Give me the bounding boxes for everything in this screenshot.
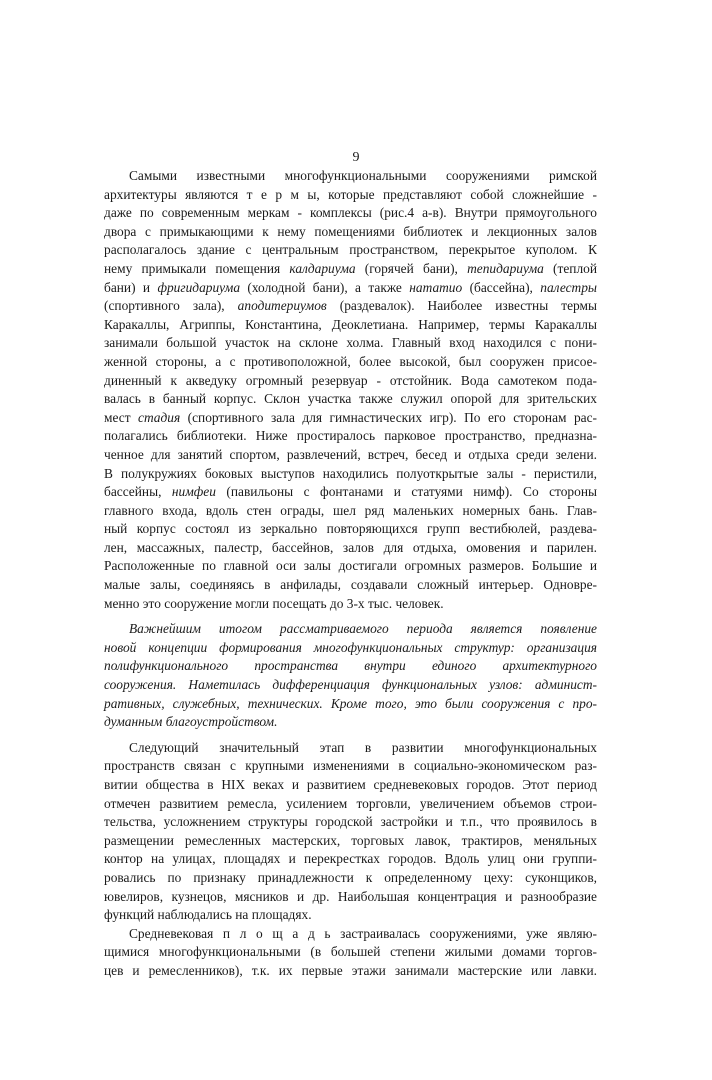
text-run: ювелиров, кузнецов, мясников и др. Наибольшая концентрация и разнообразие [104, 888, 597, 904]
text-line [104, 502, 597, 521]
text-line [104, 204, 597, 223]
text-run: лен, массажных, палестр, бассейнов, залов для отдыха, омовения и парилен. [104, 539, 597, 555]
text-run: диненный к акведуку огромный резервуар - отстойник. Вода самотеком пода- [104, 372, 597, 388]
paragraph [104, 167, 597, 613]
text-run: функций наблюдались на площадях. [104, 907, 312, 923]
text-line [104, 539, 597, 558]
text-line [104, 813, 597, 832]
text-run: тельства, усложнением структуры городской застройки и т.п., что проявилось в [104, 814, 597, 830]
text-line [104, 576, 597, 595]
text-run: нему примыкали помещения [104, 260, 290, 276]
text-line [104, 620, 597, 639]
paragraph-gap [104, 613, 597, 620]
text-run: Каракаллы, Агриппы, Константина, Деоклетиана. Например, термы Каракаллы [104, 316, 597, 332]
text-line [104, 427, 597, 446]
text-run: (павильоны с фонтанами и статуями нимф). Со стороны [215, 484, 597, 500]
text-run: контор на улицах, площадях и перекрестках городов. Вдоль улиц они группи- [104, 851, 597, 867]
text-run: ченное для занятий спортом, развлечений, встреч, бесед и отдыха среди зелени. [104, 446, 597, 462]
italic-term: аподитериумов [237, 298, 327, 314]
text-line [104, 520, 597, 539]
text-line [104, 676, 597, 695]
text-run: (бассейна), [462, 279, 541, 295]
paragraph [104, 925, 597, 981]
text-run: Самыми известными многофункциональными сооружениями римской [129, 168, 597, 183]
italic-term: палестры [540, 279, 597, 295]
text-line [104, 713, 597, 732]
text-line [104, 409, 597, 428]
text-run: Средневековая п л о щ а д ь застраивалась сооружениями, уже являю- [129, 925, 597, 941]
text-line [104, 241, 597, 260]
text-line [104, 869, 597, 888]
italic-term: стадия [138, 409, 181, 425]
text-line [104, 446, 597, 465]
page-number: 9 [352, 150, 360, 165]
italic-summary-paragraph [104, 620, 597, 732]
text-run: ный корпус состоял из зеркально повторяющихся групп вестибюлей, раздева- [104, 521, 597, 537]
text-run: Следующий значительный этап в развитии многофункциональных [129, 739, 597, 755]
text-run: архитектуры являются т е р м ы, которые представляют собой сложнейшие - [104, 186, 597, 202]
body-text [104, 167, 597, 981]
text-line [104, 943, 597, 962]
text-run: ровались по признаку принадлежности к определенному цеху: суконщиков, [104, 869, 597, 885]
text-line [104, 297, 597, 316]
text-run: даже по современным меркам - комплексы (рис.4 а-в). Внутри прямоугольного [104, 205, 597, 221]
text-run: пространств связан с крупными изменениями в социально-экономическом раз- [104, 758, 597, 774]
text-run: отмечен развитием ремесла, усилением торговли, увеличением объемов строи- [104, 795, 597, 811]
text-line [104, 372, 597, 391]
text-run: Расположенные по главной оси залы достигали огромных размеров. Большие и [104, 558, 597, 574]
text-run: В полукружиях боковых выступов находились полуоткрытые залы - перистили, [104, 465, 597, 481]
text-line [104, 962, 597, 981]
paragraph-gap [104, 732, 597, 739]
text-line [104, 316, 597, 335]
text-line [104, 465, 597, 484]
italic-term: фригидариума [157, 279, 241, 295]
text-run: щимися многофункциональными (в большей степени жилыми домами торгов- [104, 944, 597, 960]
text-run: (теплой [543, 260, 597, 276]
text-line [104, 557, 597, 576]
text-line [104, 639, 597, 658]
text-line [104, 850, 597, 869]
text-line [104, 334, 597, 353]
text-run: малые залы, соединяясь в анфилады, создавали сложный интерьер. Одновре- [104, 577, 597, 593]
text-run: полагались библиотеки. Ниже простиралось парковое пространство, предназна- [104, 428, 597, 444]
italic-term: тепидариума [467, 260, 544, 276]
italic-term: нататио [409, 279, 463, 295]
italic-term: нимфеи [171, 484, 216, 500]
text-line [104, 906, 597, 925]
text-line [104, 795, 597, 814]
text-line [104, 223, 597, 242]
text-run: женной стороны, а с противоположной, более высокой, был сооружен присое- [104, 353, 597, 369]
text-run: бассейны, [104, 484, 172, 500]
text-run: (холодной бани), а также [240, 279, 410, 295]
text-line [104, 353, 597, 372]
text-run: полифункционального пространства внутри единого архитектурного [104, 658, 597, 674]
text-line [104, 695, 597, 714]
text-line [104, 167, 597, 186]
text-line [104, 776, 597, 795]
text-line [104, 260, 597, 279]
text-line [104, 390, 597, 409]
text-run: Важнейшим итогом рассматриваемого периода является появление [129, 621, 597, 637]
text-run: ративных, служебных, технических. Кроме того, это были сооружения с про- [104, 695, 597, 711]
paragraph [104, 739, 597, 925]
text-run: главного входа, вдоль стен ограды, шел ряд маленьких номерных бань. Глав- [104, 502, 597, 518]
text-run: (раздевалок). Наиболее известны термы [326, 298, 597, 314]
text-line [104, 186, 597, 205]
text-line [104, 279, 597, 298]
text-run: располагалось здание с центральным пространством, перекрытое куполом. К [104, 242, 597, 258]
text-line [104, 657, 597, 676]
text-run: новой концепции формирования многофункциональных структур: организация [104, 639, 597, 655]
text-run: занимали большой участок на склоне холма. Главный вход находился с пони- [104, 335, 597, 351]
text-run: (горячей бани), [355, 260, 468, 276]
text-run: витии общества в НIХ веках и развитием средневековых городов. Этот период [104, 777, 597, 792]
text-line [104, 483, 597, 502]
text-run: думанным благоустройством. [104, 714, 278, 730]
text-run: бани) и [104, 279, 158, 295]
text-line [104, 595, 597, 614]
text-run: (спортивного зала для гимнастических игр). По его сторонам рас- [180, 409, 597, 425]
text-line [104, 888, 597, 907]
text-line [104, 832, 597, 851]
text-line [104, 925, 597, 944]
text-run: цев и ремесленников), т.к. их первые этажи занимали мастерские или лавки. [104, 962, 597, 978]
text-run: (спортивного зала), [104, 298, 238, 314]
text-run: сооружения. Наметилась дифференциация функциональных узлов: админист- [104, 677, 597, 693]
text-line [104, 739, 597, 758]
text-run: размещении ремесленных мастерских, торговых лавок, трактиров, меняльных [104, 832, 597, 848]
text-run: валась в банный корпус. Склон участка также служил опорой для зрительских [104, 391, 597, 407]
text-run: двора с примыкающими к нему помещениями библиотек и лекционных залов [104, 223, 597, 239]
text-line [104, 757, 597, 776]
text-run: мест [104, 409, 139, 425]
text-run: менно это сооружение могли посещать до 3-х тыс. человек. [104, 595, 444, 611]
italic-term: калдариума [289, 260, 356, 276]
